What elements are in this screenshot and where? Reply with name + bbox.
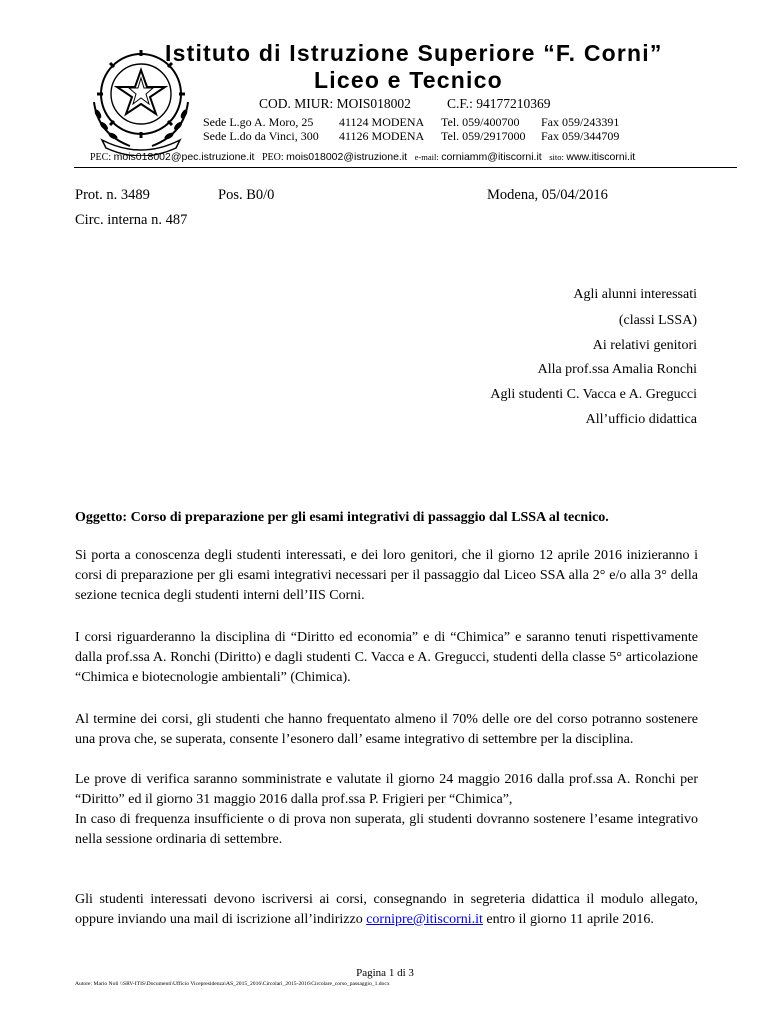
contacts-line xyxy=(90,151,635,163)
enrollment-email-link[interactable]: cornipre@itiscorni.it xyxy=(366,912,483,927)
sede1-address: Sede L.go A. Moro, 25 xyxy=(203,115,314,129)
sede1-city: 41124 MODENA xyxy=(339,115,425,129)
subject-line: Oggetto: Corso di preparazione per gli esami integrativi di passaggio dal LSSA al tecnico. xyxy=(75,510,609,525)
page-number: Pagina 1 di 3 xyxy=(356,967,414,979)
institute-title: Istituto di Istruzione Superiore “F. Corni” xyxy=(165,40,663,66)
peo-label: PEO: xyxy=(261,152,284,163)
sede2-city: 41126 MODENA xyxy=(339,129,425,143)
email-address: corniamm@itiscorni.it xyxy=(441,151,542,163)
cod-miur: COD. MIUR: MOIS018002 xyxy=(259,96,411,111)
recipient-line: All’ufficio didattica xyxy=(585,412,697,427)
site-label: sito: xyxy=(549,152,564,162)
recipient-line: (classi LSSA) xyxy=(618,313,697,328)
codice-fiscale: C.F.: 94177210369 xyxy=(447,96,551,111)
sede1-tel: Tel. 059/400700 xyxy=(441,115,520,129)
body-paragraph: In caso di frequenza insufficiente o di prova non superata, gli studenti dovranno sostenere l’esame integrativo nella sessione ordinaria di settembre. xyxy=(75,812,698,847)
circular-number: Circ. interna n. 487 xyxy=(75,212,188,228)
enrollment-deadline: entro il giorno 11 aprile 2016. xyxy=(482,912,654,927)
position-code: Pos. B0/0 xyxy=(218,187,275,203)
recipient-line: Agli alunni interessati xyxy=(573,287,697,302)
recipient-line: Ai relativi genitori xyxy=(592,338,697,353)
institute-subtitle: Liceo e Tecnico xyxy=(314,67,503,93)
document-path: Autore: Mario Noli \\SRV-ITIS\Documenti\Ufficio Vicepresidenza\AS_2015_2016\Circolari_2015-2016\Circolare_corso_passaggio_1.docx xyxy=(75,981,390,987)
email-label: e-mail: xyxy=(414,152,439,162)
recipient-line: Agli studenti C. Vacca e A. Gregucci xyxy=(490,387,697,402)
place-date: Modena, 05/04/2016 xyxy=(487,187,608,203)
body-paragraph: Al termine dei corsi, gli studenti che hanno frequentato almeno il 70% delle ore del corso potranno sostenere una prova che, se superata, consente l’esonero dall’ esame integrativo di settembre per la disciplina. xyxy=(75,712,698,747)
body-paragraph-enrollment xyxy=(75,890,698,930)
sede2-fax: Fax 059/344709 xyxy=(541,129,620,143)
sede2-address: Sede L.do da Vinci, 300 xyxy=(203,129,319,143)
enrollment-text: Gli studenti interessati devono iscriversi ai corsi, consegnando in segreteria didattica il modulo allegato, oppure inviando una mail di iscrizione all’indirizzo xyxy=(75,892,698,927)
sede2-tel: Tel. 059/2917000 xyxy=(441,129,526,143)
header-divider xyxy=(74,167,737,168)
body-paragraph: Le prove di verifica saranno somministrate e valutate il giorno 24 maggio 2016 dalla prof.ssa A. Ronchi per “Diritto” ed il giorno 31 maggio 2016 dalla prof.ssa P. Frigieri per “Chimica”, xyxy=(75,772,698,807)
recipient-line: Alla prof.ssa Amalia Ronchi xyxy=(537,362,697,377)
protocol-number: Prot. n. 3489 xyxy=(75,187,150,203)
body-paragraph: I corsi riguarderanno la disciplina di “Diritto ed economia” e di “Chimica” e saranno tenuti rispettivamente dalla prof.ssa A. Ronchi (Diritto) e dagli studenti C. Vacca e A. Gregucci, studenti della classe 5° articolazione “Chimica e biotecnologie ambientali” (Chimica). xyxy=(75,630,698,685)
peo-address: mois018002@istruzione.it xyxy=(286,151,408,163)
sede1-fax: Fax 059/243391 xyxy=(541,115,620,129)
body-paragraph: Si porta a conoscenza degli studenti interessati, e dei loro genitori, che il giorno 12 aprile 2016 inizieranno i corsi di preparazione per gli esami integrativi necessari per il passaggio dal Liceo SSA alla 2° e/o alla 3° della sezione tecnica degli studenti interni dell’IIS Corni. xyxy=(75,548,698,603)
site-address: www.itiscorni.it xyxy=(566,151,636,163)
pec-label: PEC: xyxy=(90,152,112,163)
pec-address: mois018002@pec.istruzione.it xyxy=(113,151,255,163)
